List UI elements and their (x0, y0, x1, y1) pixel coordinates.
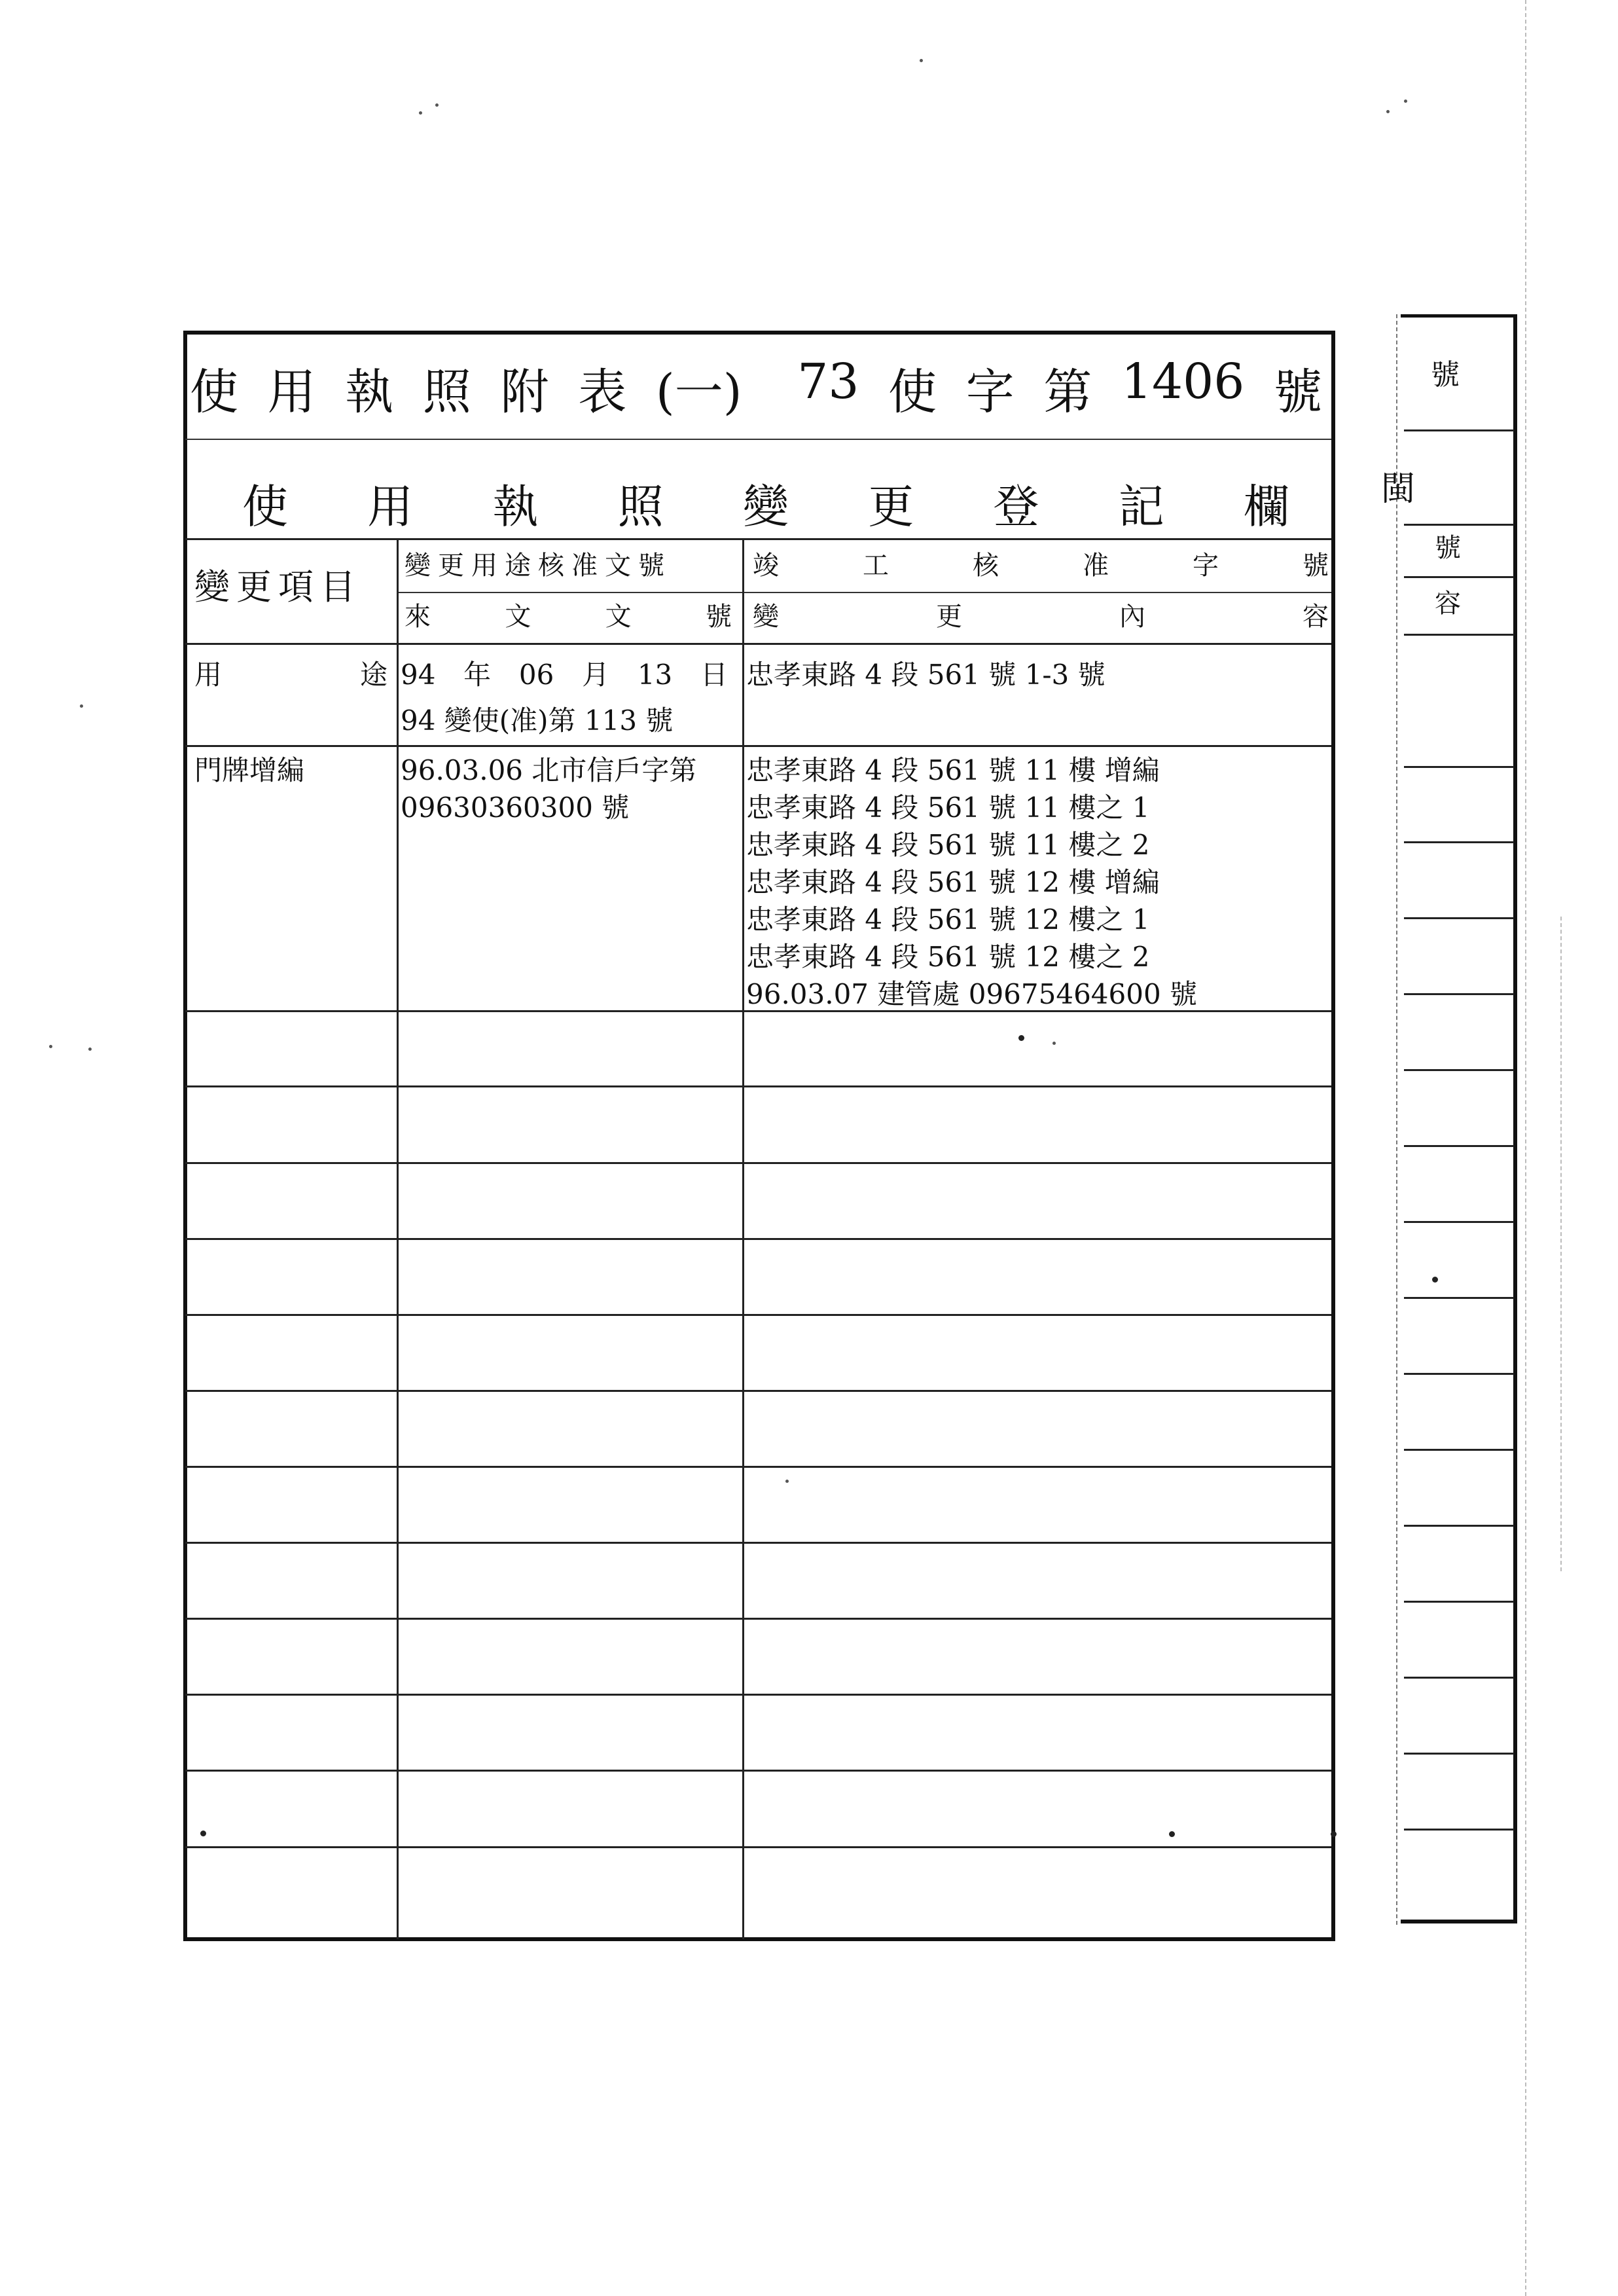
header-change-item: 變更項目 (194, 566, 362, 608)
scan-speck (1169, 1831, 1175, 1837)
side-divider (1404, 1069, 1514, 1071)
table-row (185, 1085, 1331, 1087)
scan-speck (785, 1480, 789, 1483)
scan-edge-line (1525, 0, 1526, 2296)
subtitle-divider (185, 538, 1331, 540)
row1-content-0: 忠孝東路 4 段 561 號 1-3 號 (746, 659, 1106, 691)
scan-speck (1386, 110, 1390, 113)
form-title: 使 用 執 照 附 表 (一) 73 使 字 第 1406 號 (190, 354, 1335, 423)
side-divider (1404, 1525, 1514, 1527)
row2-doc-line2: 09630360300 號 (401, 792, 630, 824)
scan-speck (419, 111, 422, 115)
title-divider (185, 439, 1331, 440)
row2-doc-line1: 96.03.06 北市信戶字第 (401, 754, 697, 786)
row1-item-b: 途 (360, 659, 388, 691)
scan-speck (1018, 1035, 1024, 1041)
table-row (185, 1314, 1331, 1316)
scan-speck (1404, 100, 1407, 103)
row2-content-3: 忠孝東路 4 段 561 號 12 樓 增編 (746, 866, 1160, 898)
scan-speck (1331, 1831, 1337, 1837)
side-divider (1404, 1753, 1514, 1755)
license-year: 73 (797, 354, 859, 410)
side-divider (1404, 766, 1514, 768)
header-incoming-doc: 來 文 文 號 (404, 602, 732, 632)
side-divider (1404, 917, 1514, 919)
side-divider (1404, 634, 1514, 636)
table-row (185, 1162, 1331, 1164)
side-header-bottom: 容 (1435, 589, 1461, 619)
side-divider (1404, 1145, 1514, 1147)
side-subtitle-fragment: 閩 (1381, 469, 1416, 509)
side-divider (1404, 1221, 1514, 1223)
column-divider-2 (742, 538, 744, 1939)
row2-content-1: 忠孝東路 4 段 561 號 11 樓之 1 (746, 792, 1150, 824)
side-divider (1404, 576, 1514, 578)
table-row (185, 1770, 1331, 1772)
row1-approval-doc: 94 變使(准)第 113 號 (401, 704, 674, 737)
table-row (185, 1390, 1331, 1392)
scan-speck (1052, 1042, 1056, 1045)
side-divider (1404, 524, 1514, 526)
section-title: 使 用 執 照 變 更 登 記 欄 (242, 480, 1289, 534)
side-divider (1404, 1829, 1514, 1831)
table-row (185, 1238, 1331, 1240)
column-divider-1 (397, 538, 399, 1939)
row2-content-4: 忠孝東路 4 段 561 號 12 樓之 1 (746, 903, 1150, 936)
scan-speck (920, 59, 923, 62)
scan-speck (80, 704, 83, 708)
header-completion-number: 竣 工 核 准 字 號 (753, 551, 1329, 581)
table-row (185, 1694, 1331, 1696)
side-divider (1404, 993, 1514, 995)
table-row (185, 1010, 1331, 1012)
header-change-content: 變 更 內 容 (753, 602, 1329, 632)
side-divider (1404, 1373, 1514, 1375)
side-divider (1404, 1601, 1514, 1603)
row1-item-a: 用 (194, 659, 223, 691)
side-divider (1404, 841, 1514, 843)
scan-edge-line (1560, 917, 1562, 1571)
scan-speck (435, 103, 439, 107)
row1-divider (185, 745, 1331, 747)
table-row (185, 1846, 1331, 1848)
row2-content-2: 忠孝東路 4 段 561 號 11 樓之 2 (746, 829, 1150, 861)
scan-speck (200, 1831, 206, 1836)
header-bottom-divider (185, 643, 1331, 645)
table-row (185, 1466, 1331, 1468)
side-divider (1404, 1677, 1514, 1679)
side-divider (1404, 429, 1514, 431)
header-mid-divider (397, 592, 1331, 593)
table-row (185, 1618, 1331, 1620)
row2-item: 門牌增編 (194, 754, 305, 786)
side-header-top: 號 (1435, 533, 1461, 563)
row2-content-0: 忠孝東路 4 段 561 號 11 樓 增編 (746, 754, 1160, 786)
side-divider (1404, 1449, 1514, 1451)
scan-speck (49, 1045, 52, 1048)
row1-approval-date: 94 年 06 月 13 日 (401, 659, 728, 691)
scan-speck (88, 1048, 92, 1051)
license-number: 1406 (1121, 354, 1245, 410)
side-divider (1404, 1297, 1514, 1299)
header-approval-doc: 變更用途核准文號 (404, 551, 672, 581)
adjacent-page-edge (1396, 314, 1397, 1925)
row2-content-5: 忠孝東路 4 段 561 號 12 樓之 2 (746, 941, 1150, 973)
side-title-fragment: 號 (1431, 358, 1460, 392)
table-row (185, 1542, 1331, 1544)
row2-content-6: 96.03.07 建管處 09675464600 號 (746, 978, 1198, 1010)
